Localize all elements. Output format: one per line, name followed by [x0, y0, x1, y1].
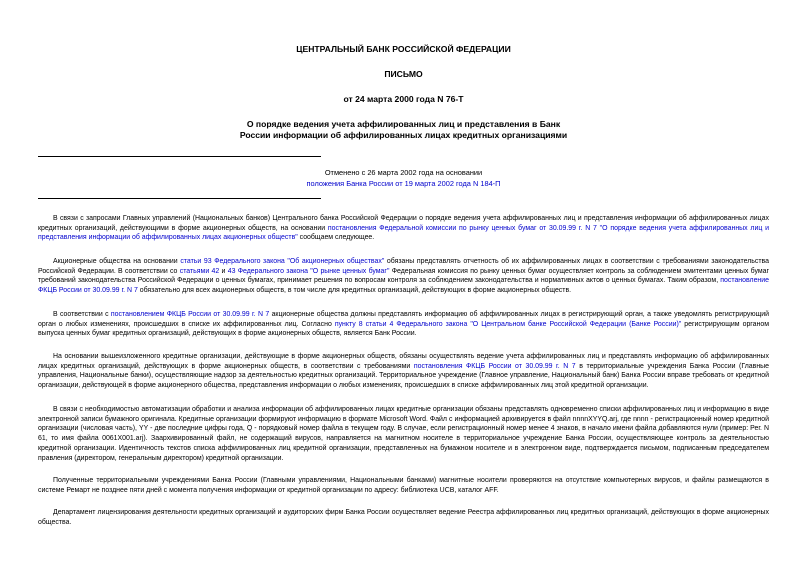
status-link-line — [0, 178, 807, 189]
paragraph-3-text-b: акционерные общества должны представлять информацию об аффилированных лицах в регистрирующий орган, а также уведомлять регистрирующий орган о любых изменениях, происшедших в списке их аффилированных лиц. Согласно — [38, 311, 769, 328]
document-title-line-1: О порядке ведения учета аффилированных лиц и представления в Банк — [246, 119, 561, 129]
separator-rule-bottom — [38, 198, 321, 199]
link-fkcb-resolution-7-d[interactable]: постановления ФКЦБ России от 30.09.99 г. N 7 — [413, 362, 576, 370]
paragraph-1 — [38, 214, 769, 243]
link-fkcb-resolution-7[interactable]: постановления Федеральной комиссии по рынку ценных бумаг от 30.09.99 г. N 7 "О порядке ведения учета аффилированных лиц и представления информации об аффилированных лицах акционерных обществ" — [38, 224, 769, 242]
paragraph-4-text-b: в территориальные учреждения Банка России (Главные управления, Национальные банки), осуществляющие надзор за деятельностью кредитных организаций. Территориальное учреждение (Главное управление, Национальный банк) Банка России вправе требовать от кредитной организации, действующей в форме акционерного общества, представления информации о любых изменениях, происшедших в списке аффилированных лиц этой кредитной организации. — [38, 362, 769, 390]
paragraph-1-text-b: сообщаем следующее. — [297, 234, 375, 242]
status-note: Отменено с 26 марта 2002 года на основании — [324, 168, 483, 177]
paragraph-2-text-e: обязательно для всех акционерных обществ, в том числе для кредитных организаций, действующих в форме акционерных обществ. — [137, 287, 572, 295]
paragraph-6 — [38, 476, 769, 495]
paragraph-2-text-c: и — [219, 267, 228, 275]
separator-rule-top — [38, 156, 321, 157]
paragraph-3 — [38, 310, 769, 339]
paragraph-3-text-a: В соответствии с — [53, 311, 111, 318]
status-link[interactable]: положения Банка России от 19 марта 2002 года N 184-П — [306, 179, 501, 188]
paragraph-2-text-a: Акционерные общества на основании — [53, 258, 181, 265]
paragraph-5 — [38, 405, 769, 463]
paragraph-3-text-c: регистрирующим органом выпуска ценных бумаг кредитных организаций, действующих в форме акционерных обществ, является Банк России. — [38, 320, 769, 338]
link-article-43[interactable]: 43 Федерального закона "О рынке ценных бумаг" — [227, 267, 390, 275]
document-type: ПИСЬМО — [384, 69, 423, 79]
link-cb-law-article-4[interactable]: пункту 8 статьи 4 Федерального закона "О Центральном банке Российской Федерации (Банке России)" — [334, 320, 682, 328]
link-article-93[interactable]: статьи 93 Федерального закона "Об акционерных обществах" — [180, 258, 385, 265]
paragraph-7-text: Департамент лицензирования деятельности кредитных организаций и аудиторских фирм Банка России осуществляет ведение Реестра аффилированных лиц кредитных организаций, действующих в форме акционерных общества. — [38, 509, 769, 526]
paragraph-1-text-a: В связи с запросами Главных управлений (Национальных банков) Центрального банка Российской Федерации о порядке ведения учета аффилированных лиц и представления информации об аффилированных лицах кредитных организаций, действующими в форме акционерных обществ, на основании — [38, 215, 769, 232]
link-article-42[interactable]: статьями 42 — [179, 267, 220, 275]
document-date-number: от 24 марта 2000 года N 76-Т — [343, 94, 464, 104]
paragraph-7 — [38, 508, 769, 527]
link-fkcb-resolution-7-b[interactable]: постановление ФКЦБ России от 30.09.99 г. N 7 — [38, 277, 769, 295]
link-fkcb-resolution-7-c[interactable]: постановлением ФКЦБ России от 30.09.99 г. N 7 — [110, 311, 270, 318]
paragraph-2 — [38, 257, 769, 296]
paragraph-4-text-a: На основании вышеизложенного кредитные организации, действующие в форме акционерных обществ, обязаны осуществлять ведение учета аффилированных лиц и представлять информацию об аффилированных лицах кредитных организаций, действующих в форме акционерных обществ, в соответствии с требованиями — [38, 353, 769, 370]
paragraph-2-text-d: Федеральная комиссия по рынку ценных бумаг осуществляет контроль за соблюдением эмитентами ценных бумаг требований законодательства Российской Федерации о ценных бумагах, принимает решения по вопросам контроля за соблюдением законодательства и нормативных актов о ценных бумагах. Таким образом, — [38, 267, 769, 285]
issuer-heading: ЦЕНТРАЛЬНЫЙ БАНК РОССИЙСКОЙ ФЕДЕРАЦИИ — [296, 44, 511, 54]
paragraph-6-text: Полученные территориальными учреждениями Банка России (Главными управлениями, Национальными банками) магнитные носители проверяются на отсутствие компьютерных вирусов, и файлы размещаются в системе Ремарт не позднее пяти дней с момента получения информации от кредитной организации по адресу: библиотека UCB, каталог AFF. — [38, 477, 769, 494]
paragraph-5-text: В связи с необходимостью автоматизации обработки и анализа информации об аффилированных лицах кредитные организации обязаны представлять одновременно списки аффилированных лиц и информацию в виде электронной записи бумажного оригинала. Кредитные организации формируют информацию в формате Microsoft Word. Файл с информацией архивируется в файл nnnnXYYQ.arj, где nnnn - регистрационный номер кредитной организации (числовая часть), YY - две последние цифры года, Q - порядковый номер файла в текущем году. В случае, если регистрационный номер менее 4 знаков, в начало имени файла добавляются нули (пример: Рег. N 61, то имя файла 0061X001.arj). Заархивированный файл, не содержащий вирусов, направляется на магнитном носителе в территориальное учреждение Банка России, осуществляющее контроль за деятельностью кредитной организации. Идентичность текстов списка аффилированных лиц кредитной организации, представленных на бумажном носителе и в электронном виде, подтверждается письмом, подписанным председателем правления (директором, генеральным директором) кредитной организации. — [38, 406, 769, 462]
paragraph-2-text-b: обязаны представлять отчетность об их аффилированных лицах в соответствии с требованиями законодательства Российской Федерации. В соответствии со — [38, 258, 769, 275]
paragraph-4 — [38, 352, 769, 391]
document-title-line-2: России информации об аффилированных лицах кредитных организациями — [239, 130, 568, 140]
